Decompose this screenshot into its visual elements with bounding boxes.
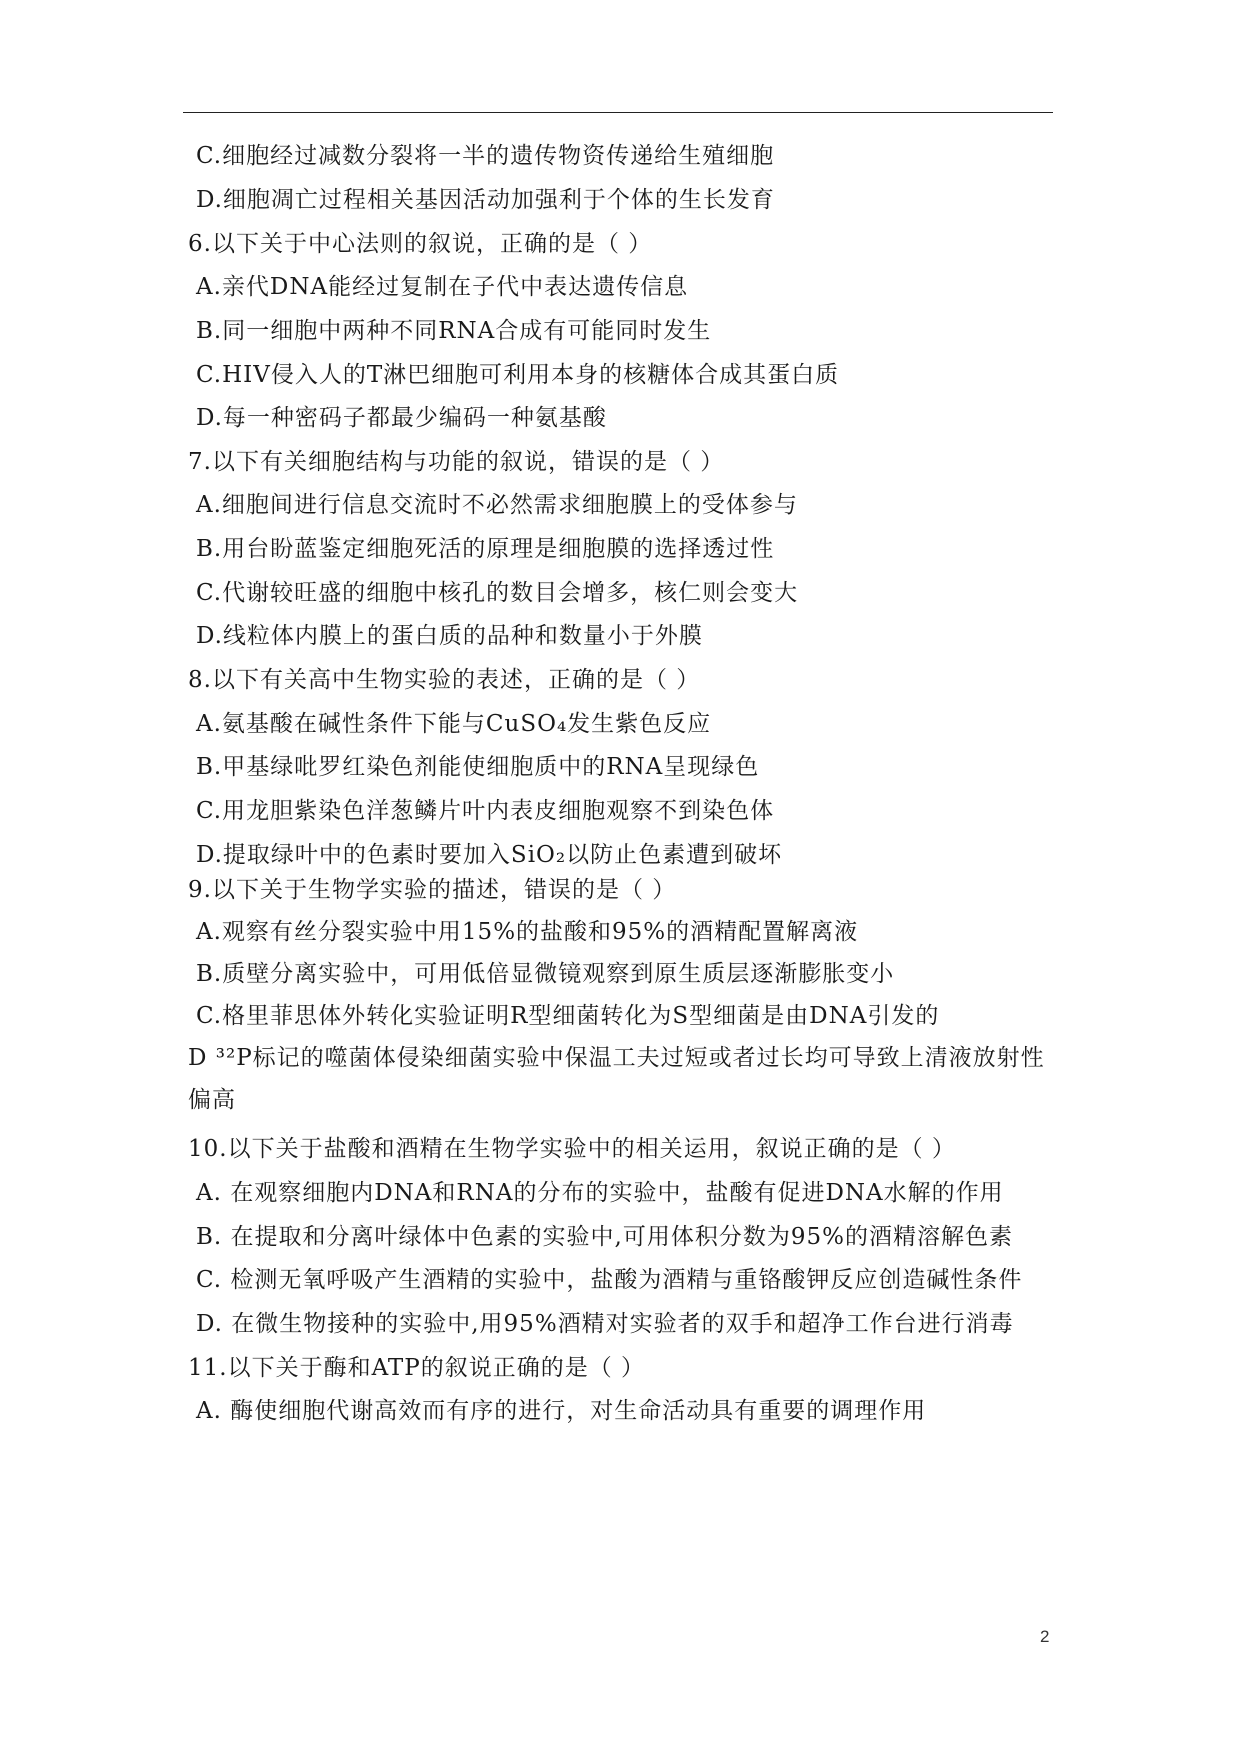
option-line: C. 检测无氧呼吸产生酒精的实验中，盐酸为酒精与重铬酸钾反应创造碱性条件 — [196, 1267, 1023, 1293]
option-line: D.细胞凋亡过程相关基因活动加强利于个体的生长发育 — [196, 187, 775, 213]
question-stem: 6.以下关于中心法则的叙说，正确的是（ ） — [188, 231, 653, 257]
option-line: D.提取绿叶中的色素时要加入SiO₂以防止色素遭到破坏 — [196, 842, 783, 868]
option-line: D. 在微生物接种的实验中,用95%酒精对实验者的双手和超净工作台进行消毒 — [196, 1311, 1014, 1337]
option-line: B.甲基绿吡罗红染色剂能使细胞质中的RNA呈现绿色 — [196, 754, 760, 780]
option-line: A.观察有丝分裂实验中用15%的盐酸和95%的酒精配置解离液 — [196, 919, 859, 945]
question-stem: 11.以下关于酶和ATP的叙说正确的是（ ） — [188, 1355, 646, 1381]
option-line: D.每一种密码子都最少编码一种氨基酸 — [196, 405, 607, 431]
option-line: A.亲代DNA能经过复制在子代中表达遗传信息 — [196, 274, 689, 300]
option-line: C.格里菲思体外转化实验证明R型细菌转化为S型细菌是由DNA引发的 — [196, 1003, 940, 1029]
option-line: A. 酶使细胞代谢高效而有序的进行，对生命活动具有重要的调理作用 — [196, 1398, 927, 1424]
option-line: C.用龙胆紫染色洋葱鳞片叶内表皮细胞观察不到染色体 — [196, 798, 775, 824]
option-line-continued: 偏高 — [188, 1087, 236, 1113]
header-rule — [183, 112, 1053, 113]
option-line: B.同一细胞中两种不同RNA合成有可能同时发生 — [196, 318, 712, 344]
option-line: D.线粒体内膜上的蛋白质的品种和数量小于外膜 — [196, 623, 703, 649]
question-stem: 10.以下关于盐酸和酒精在生物学实验中的相关运用，叙说正确的是（ ） — [188, 1136, 956, 1162]
page-number: 2 — [1040, 1627, 1050, 1646]
question-stem: 8.以下有关高中生物实验的表述，正确的是（ ） — [188, 667, 701, 693]
option-line: A.氨基酸在碱性条件下能与CuSO₄发生紫色反应 — [196, 711, 712, 737]
option-line: D ³²P标记的噬菌体侵染细菌实验中保温工夫过短或者过长均可导致上清液放射性 — [188, 1045, 1045, 1071]
option-line: B.质壁分离实验中，可用低倍显微镜观察到原生质层逐渐膨胀变小 — [196, 961, 895, 987]
option-line: B.用台盼蓝鉴定细胞死活的原理是细胞膜的选择透过性 — [196, 536, 775, 562]
option-line: A.细胞间进行信息交流时不必然需求细胞膜上的受体参与 — [196, 492, 798, 518]
option-line: B. 在提取和分离叶绿体中色素的实验中,可用体积分数为95%的酒精溶解色素 — [196, 1224, 1013, 1250]
option-line: A. 在观察细胞内DNA和RNA的分布的实验中，盐酸有促进DNA水解的作用 — [196, 1180, 1004, 1206]
option-line: C.HIV侵入人的T淋巴细胞可利用本身的核糖体合成其蛋白质 — [196, 362, 840, 388]
option-line: C.代谢较旺盛的细胞中核孔的数目会增多，核仁则会变大 — [196, 580, 799, 606]
option-line: C.细胞经过减数分裂将一半的遗传物资传递给生殖细胞 — [196, 143, 775, 169]
question-stem: 9.以下关于生物学实验的描述，错误的是（ ） — [188, 877, 677, 903]
question-stem: 7.以下有关细胞结构与功能的叙说，错误的是（ ） — [188, 449, 725, 475]
